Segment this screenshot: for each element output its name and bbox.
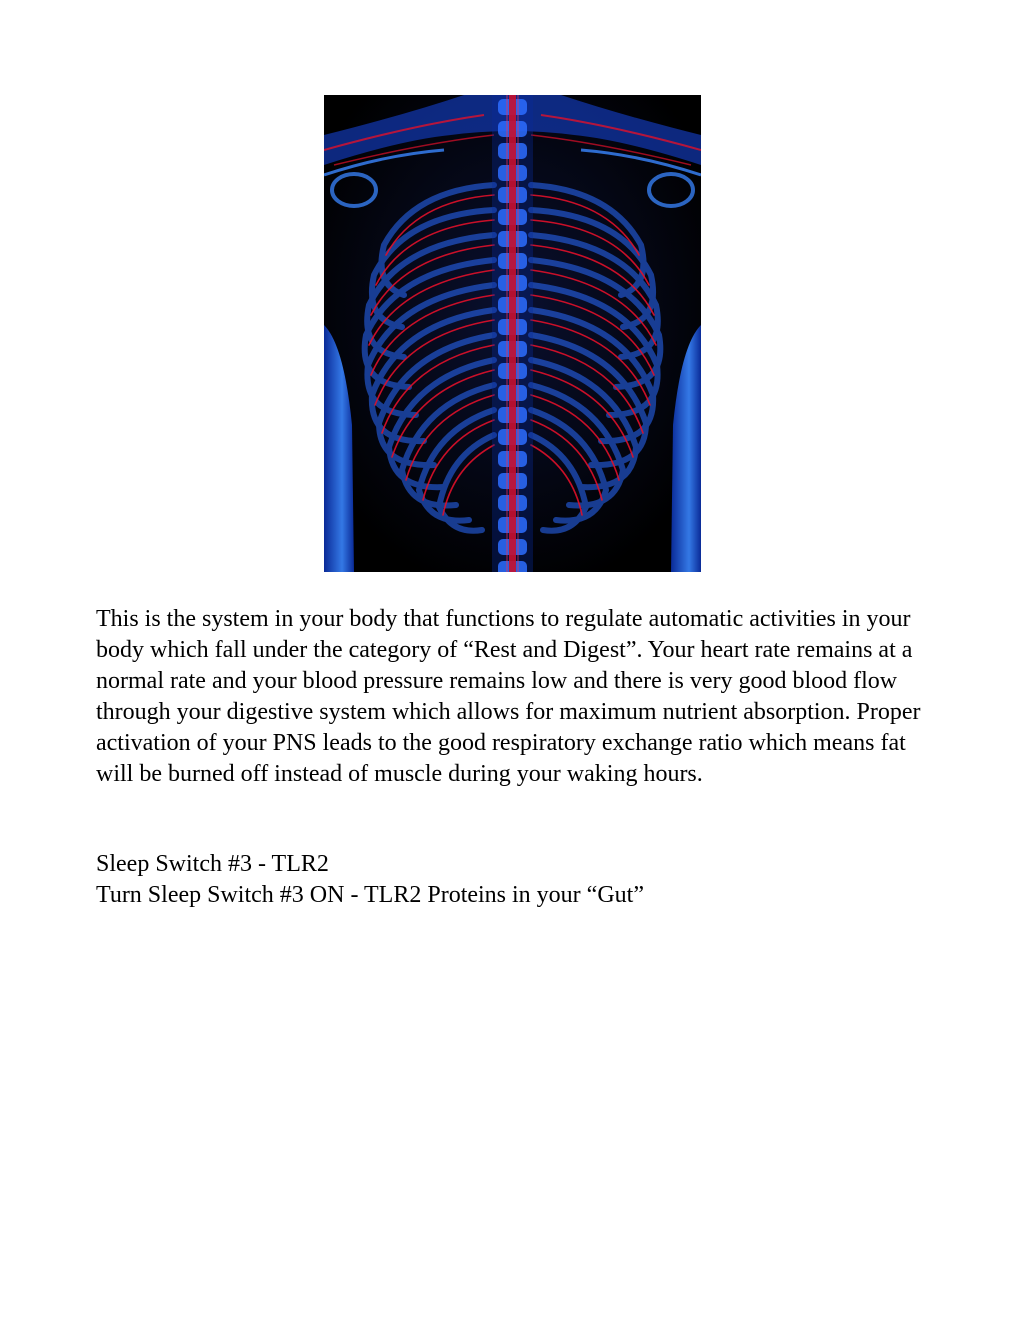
- ribcage-graphic: [324, 95, 701, 572]
- section-subheading: Turn Sleep Switch #3 ON - TLR2 Proteins in your “Gut”: [96, 882, 644, 908]
- section-heading: Sleep Switch #3 - TLR2: [96, 851, 329, 877]
- ribcage-illustration: [324, 95, 701, 572]
- body-paragraph: This is the system in your body that functions to regulate automatic activities in your body which fall under the category of “Rest and Digest”. Your heart rate remains at a normal rate and your blood pressure remains low and there is very good blood flow through your digestive system which allows for maximum nutrient absorption. Proper activation of your PNS leads to the good respiratory exchange ratio which means fat will be burned off instead of muscle during your waking hours.: [96, 606, 921, 787]
